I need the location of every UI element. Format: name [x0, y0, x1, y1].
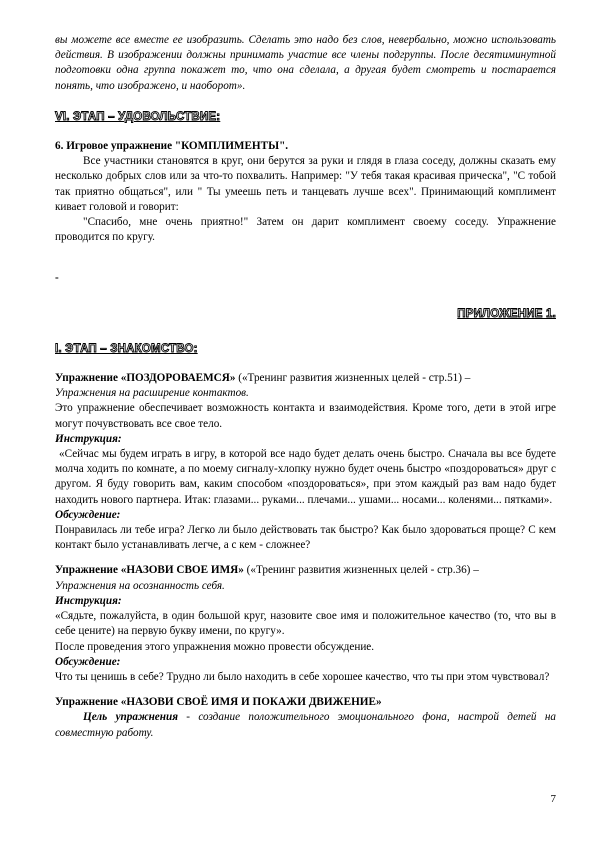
exercise-name-movement-goal	[55, 710, 556, 740]
dash-mark: -	[55, 272, 59, 285]
exercise-greeting-instruction: «Сейчас мы будем играть в игру, в которой все надо будет делать очень быстро. Сначала вы все будете молча ходить по комнате, а по моему сигналу-хлопку нужно будет очень быстро «поздороваться» друг с другом. Я буду говорить вам, каким способом «поздороваться», при этом каждый раз вам надо будет находить нового партнера. Итак: глазами... руками... плечами... ушами... носами... коленями... пятками».	[55, 448, 556, 506]
exercise-goal-text: - создание положительного эмоционального фона, настрой детей на совместную работу.	[55, 711, 556, 739]
intro-paragraph: вы можете все вместе ее изобразить. Сделать это надо без слов, невербально, можно использовать действия. В изображении должны принимать участие все члены подгруппы. После десятиминутной подготовки одна группа покажет то, что она сделала, а другая будет смотреть и постарается понять, что изображено, и наоборот».	[55, 34, 556, 92]
exercise-name-category: Упражнения на осознанность себя.	[55, 579, 225, 592]
stage6-heading: VI. ЭТАП – УДОВОЛЬСТВИЕ:	[55, 110, 221, 123]
document-page	[55, 33, 556, 741]
stage1-heading: I. ЭТАП – ЗНАКОМСТВО:	[55, 342, 198, 355]
compliments-paragraph-1: Все участники становятся в круг, они берутся за руки и глядя в глаза соседу, должны сказать ему несколько добрых слов или за что-то похвалить. Например: "У тебя такая красивая прическа", "С тобой так приятно общаться", или " Ты умеешь петь и танцевать лучше всех". Принимающий комплимент кивает головой и говорит:	[55, 155, 556, 213]
exercise-name-instruction: «Сядьте, пожалуйста, в один большой круг, назовите свое имя и положительное качество (то, что вы в себе цените) на первую букву имени, по кругу».	[55, 610, 556, 638]
exercise-name-note: После проведения этого упражнения можно провести обсуждение.	[55, 640, 375, 653]
exercise-greeting-name: Упражнение «ПОЗДОРОВАЕМСЯ»	[55, 372, 236, 385]
compliments-exercise-title: 6. Игровое упражнение "КОМПЛИМЕНТЫ".	[55, 140, 289, 153]
exercise-greeting-discussion-label: Обсуждение:	[55, 508, 121, 521]
exercise-greeting-discussion: Понравилась ли тебе игра? Легко ли было действовать так быстро? Как было здороваться проще? С кем контакт было устанавливать легче, а с кем - сложнее?	[55, 524, 556, 552]
exercise-goal-label: Цель упражнения	[83, 711, 178, 724]
compliments-paragraph-2: "Спасибо, мне очень приятно!" Затем он дарит комплимент своему соседу. Упражнение проводится по кругу.	[55, 216, 556, 244]
exercise-name-name: Упражнение «НАЗОВИ СВОЕ ИМЯ»	[55, 564, 244, 577]
exercise-name-instruction-label: Инструкция:	[55, 594, 122, 607]
exercise-name-movement-title: Упражнение «НАЗОВИ СВОЁ ИМЯ И ПОКАЖИ ДВИЖЕНИЕ»	[55, 696, 382, 709]
exercise-name-discussion-label: Обсуждение:	[55, 655, 121, 668]
exercise-greeting-source: («Тренинг развития жизненных целей - стр.51) –	[235, 372, 471, 385]
exercise-name-source: («Тренинг развития жизненных целей - стр.36) –	[243, 564, 479, 577]
exercise-greeting-category: Упражнения на расширение контактов.	[55, 387, 249, 400]
exercise-greeting-instruction-label: Инструкция:	[55, 432, 122, 445]
exercise-name-header	[55, 563, 556, 578]
appendix-title: ПРИЛОЖЕНИЕ 1.	[457, 307, 556, 320]
exercise-name-discussion: Что ты ценишь в себе? Трудно ли было находить в себе хорошее качество, что ты при этом чувствовал?	[55, 670, 550, 683]
page-number: 7	[550, 793, 556, 805]
exercise-greeting-header	[55, 371, 556, 386]
exercise-greeting-description: Это упражнение обеспечивает возможность контакта и взаимодействия. Кроме того, дети в этой игре могут почувствовать все свое тело.	[55, 402, 556, 430]
